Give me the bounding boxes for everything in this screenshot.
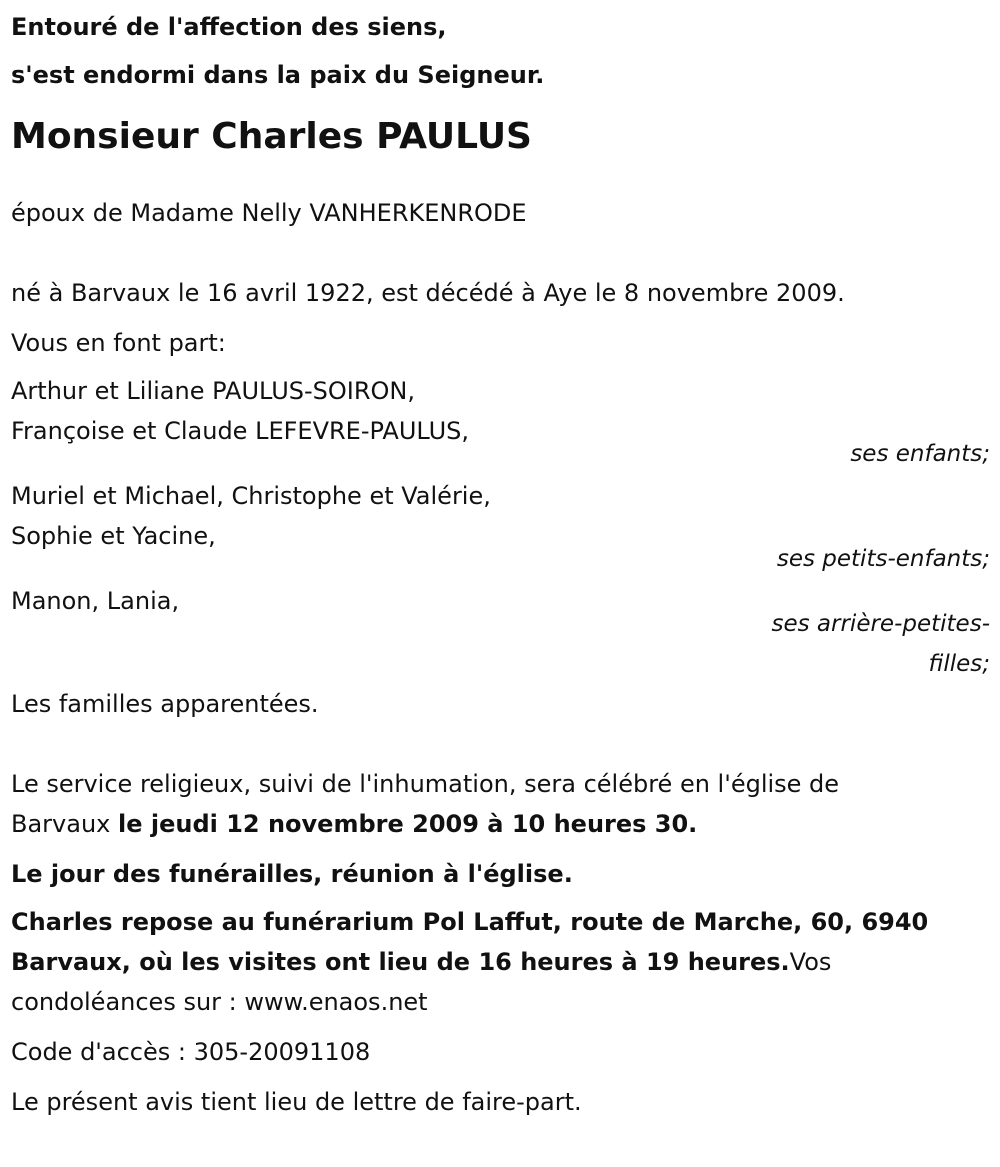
closing-line: Le présent avis tient lieu de lettre de faire-part. xyxy=(11,1088,582,1116)
funeral-home-line xyxy=(11,942,990,982)
family-name-line: Manon, Lania, xyxy=(11,587,180,615)
spouse-line: époux de Madame Nelly VANHERKENRODE xyxy=(11,199,527,227)
related-families-line: Les familles apparentées. xyxy=(11,690,319,718)
great-grandchildren-group xyxy=(11,581,990,684)
deceased-name: Monsieur Charles PAULUS xyxy=(11,116,532,157)
service-date: le jeudi 12 novembre 2009 à 10 heures 30. xyxy=(118,810,698,838)
service-place: Barvaux xyxy=(11,810,118,838)
relation-label: ses arrière-petites- xyxy=(771,611,990,637)
family-name-line: Arthur et Liliane PAULUS-SOIRON, xyxy=(11,377,416,405)
family-name-line: Françoise et Claude LEFEVRE-PAULUS, xyxy=(11,417,470,445)
condolences-line: condoléances sur : www.enaos.net xyxy=(11,988,428,1016)
grandchildren-group xyxy=(11,476,990,579)
access-code-line: Code d'accès : 305-20091108 xyxy=(11,1038,371,1066)
service-line: Le service religieux, suivi de l'inhumation, sera célébré en l'église de xyxy=(11,770,840,798)
obituary-notice xyxy=(0,3,1000,1167)
relation-label: ses petits-enfants; xyxy=(776,546,990,572)
announcement-line: Vous en font part: xyxy=(11,329,226,357)
birth-death-line: né à Barvaux le 16 avril 1922, est décédé à Aye le 8 novembre 2009. xyxy=(11,279,845,307)
funeral-home-line: Charles repose au funérarium Pol Laffut, route de Marche, 60, 6940 xyxy=(11,908,929,936)
service-line xyxy=(11,804,990,844)
intro-line: s'est endormi dans la paix du Seigneur. xyxy=(11,61,545,89)
relation-label: ses enfants; xyxy=(850,441,990,467)
children-group xyxy=(11,371,990,474)
family-name-line: Sophie et Yacine, xyxy=(11,522,216,550)
intro-line: Entouré de l'affection des siens, xyxy=(11,13,447,41)
relation-label: filles; xyxy=(928,651,990,677)
service-paragraph xyxy=(11,764,990,844)
funeral-home-paragraph xyxy=(11,902,990,1022)
meeting-line: Le jour des funérailles, réunion à l'église. xyxy=(11,860,573,888)
visiting-hours: Barvaux, où les visites ont lieu de 16 heures à 19 heures. xyxy=(11,948,790,976)
family-name-line: Muriel et Michael, Christophe et Valérie, xyxy=(11,482,491,510)
condolences-start: Vos xyxy=(789,948,832,976)
